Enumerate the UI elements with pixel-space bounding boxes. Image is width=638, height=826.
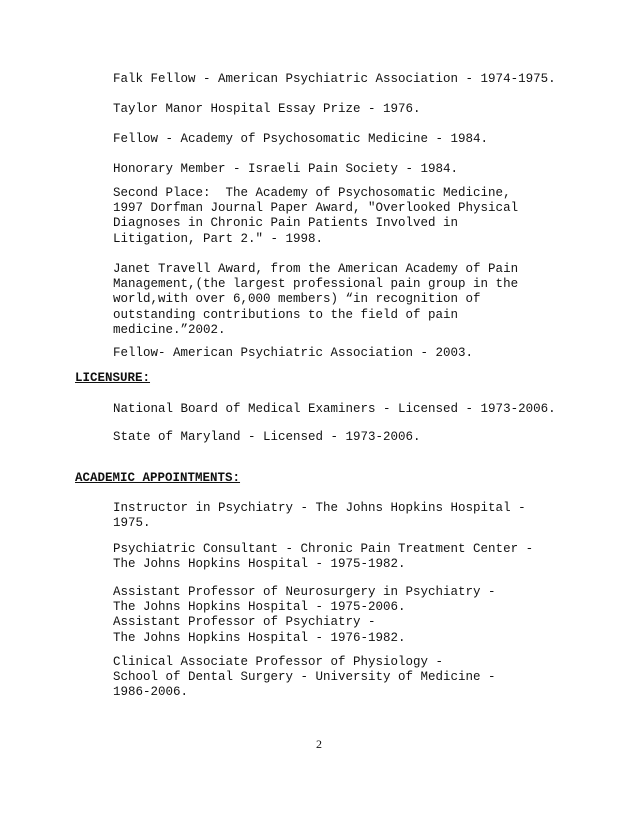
appointment-entry xyxy=(113,542,583,572)
entry-line: Second Place: The Academy of Psychosomatic Medicine, xyxy=(113,186,511,200)
entry-line: 1975. xyxy=(113,516,151,531)
honor-entry xyxy=(113,346,583,361)
entry-line: School of Dental Surgery - University of Medicine - xyxy=(113,670,496,685)
honor-entry xyxy=(113,132,583,147)
licensure-entry xyxy=(113,402,583,417)
appointment-entry xyxy=(113,655,583,701)
entry-line: Instructor in Psychiatry - The Johns Hopkins Hospital - xyxy=(113,501,526,515)
entry-line: Management,(the largest professional pain group in the xyxy=(113,277,519,292)
entry-line: Taylor Manor Hospital Essay Prize - 1976. xyxy=(113,102,421,116)
honor-entry xyxy=(113,72,583,87)
entry-line: Janet Travell Award, from the American Academy of Pain xyxy=(113,262,519,276)
entry-line: Assistant Professor of Neurosurgery in Psychiatry - xyxy=(113,585,496,599)
entry-line: medicine.”2002. xyxy=(113,322,226,337)
honor-entry xyxy=(113,102,583,117)
licensure-entry xyxy=(113,430,583,445)
entry-line: The Johns Hopkins Hospital - 1975-2006. xyxy=(113,600,406,615)
entry-line: Litigation, Part 2." - 1998. xyxy=(113,231,324,246)
entry-line: Honorary Member - Israeli Pain Society - 1984. xyxy=(113,162,459,176)
entry-line: The Johns Hopkins Hospital - 1975-1982. xyxy=(113,557,406,572)
entry-line: Psychiatric Consultant - Chronic Pain Treatment Center - xyxy=(113,542,534,556)
entry-line: Fellow- American Psychiatric Association - 2003. xyxy=(113,346,474,360)
appointment-entry xyxy=(113,585,583,646)
entry-line: Diagnoses in Chronic Pain Patients Involved in xyxy=(113,216,459,231)
appointment-entry xyxy=(113,501,583,531)
entry-line: State of Maryland - Licensed - 1973-2006. xyxy=(113,430,421,444)
entry-line: Falk Fellow - American Psychiatric Association - 1974-1975. xyxy=(113,72,556,86)
section-heading-academic-appointments: ACADEMIC APPOINTMENTS: xyxy=(75,471,241,485)
honor-entry xyxy=(113,186,583,247)
entry-line: Clinical Associate Professor of Physiology - xyxy=(113,655,444,669)
entry-line: world,with over 6,000 members) “in recognition of xyxy=(113,292,481,307)
honor-entry xyxy=(113,162,583,177)
entry-line: The Johns Hopkins Hospital - 1976-1982. xyxy=(113,630,406,645)
honor-entry xyxy=(113,262,583,338)
entry-line: Fellow - Academy of Psychosomatic Medicine - 1984. xyxy=(113,132,489,146)
page-number: 2 xyxy=(316,737,322,751)
section-heading-licensure: LICENSURE: xyxy=(75,371,151,385)
entry-line: outstanding contributions to the field of pain xyxy=(113,307,459,322)
entry-line: National Board of Medical Examiners - Licensed - 1973-2006. xyxy=(113,402,556,416)
entry-line: 1997 Dorfman Journal Paper Award, "Overlooked Physical xyxy=(113,201,519,216)
entry-line: 1986-2006. xyxy=(113,685,189,700)
entry-line: Assistant Professor of Psychiatry - xyxy=(113,615,376,630)
